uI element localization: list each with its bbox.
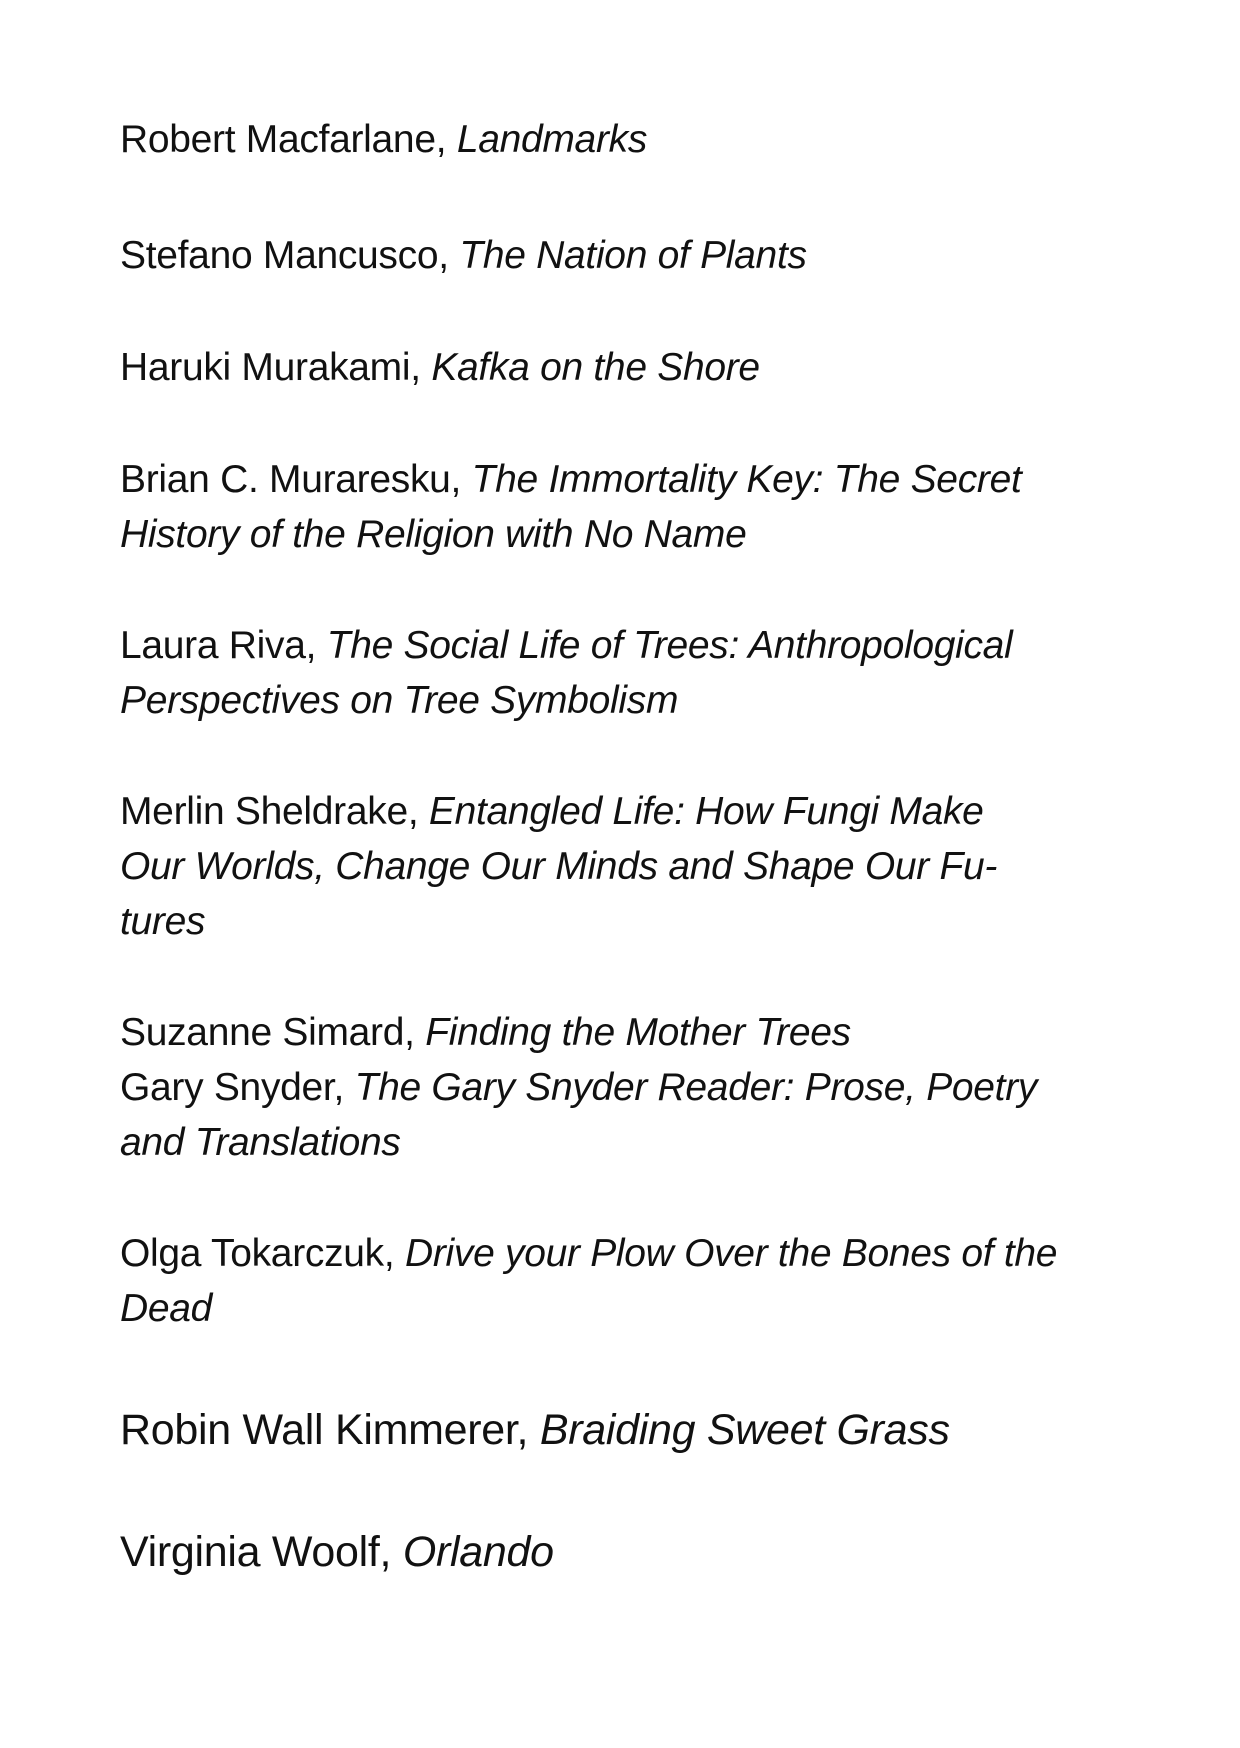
- book-title: The Nation of Plants: [459, 234, 807, 277]
- entry-line: [120, 340, 1130, 395]
- reading-list-entry: [120, 1522, 1130, 1582]
- entry-line: [120, 452, 1130, 507]
- entry-line: [120, 1400, 1130, 1460]
- book-title: Drive your Plow Over the Bones of the: [404, 1232, 1058, 1275]
- entry-line: [120, 228, 1130, 283]
- book-title: Braiding Sweet Grass: [539, 1406, 950, 1454]
- book-title: The Immortality Key: The Secret: [471, 458, 1022, 501]
- author-name: Brian C. Muraresku,: [120, 458, 462, 501]
- reading-list-entry: [120, 340, 1130, 395]
- book-title-continued: Dead: [120, 1287, 213, 1330]
- author-name: Robert Macfarlane,: [120, 118, 447, 161]
- author-name: Laura Riva,: [120, 624, 317, 667]
- author-name: Haruki Murakami,: [120, 346, 421, 389]
- reading-list-entry: [120, 1005, 1130, 1170]
- book-title: Entangled Life: How Fungi Make: [428, 790, 984, 833]
- book-title: Finding the Mother Trees: [425, 1011, 851, 1054]
- author-name: Stefano Mancusco,: [120, 234, 449, 277]
- reading-list-entry: [120, 1226, 1130, 1336]
- reading-list-entry: [120, 784, 1130, 949]
- entry-line: [120, 784, 1130, 839]
- entry-line: [120, 1522, 1130, 1582]
- author-name: Gary Snyder,: [120, 1066, 345, 1109]
- book-title-continued: tures: [120, 900, 206, 943]
- author-name: Virginia Woolf,: [120, 1528, 392, 1576]
- entry-line: [120, 1060, 1130, 1115]
- book-title-continued: and Translations: [120, 1121, 401, 1164]
- entry-line: [120, 1226, 1130, 1281]
- book-title: The Gary Snyder Reader: Prose, Poetry: [354, 1066, 1038, 1109]
- entry-line: [120, 1005, 1130, 1060]
- entry-line: [120, 618, 1130, 673]
- author-name: Robin Wall Kimmerer,: [120, 1406, 529, 1454]
- reading-list-entry: [120, 112, 1130, 167]
- book-title: Landmarks: [456, 118, 648, 161]
- book-title-continued: History of the Religion with No Name: [120, 513, 747, 556]
- author-name: Merlin Sheldrake,: [120, 790, 429, 833]
- book-title: Kafka on the Shore: [431, 346, 760, 389]
- reading-list-entry: [120, 618, 1130, 728]
- reading-list-entry: [120, 228, 1130, 283]
- reading-list-entry: [120, 452, 1130, 562]
- book-title-continued: Our Worlds, Change Our Minds and Shape Our Fu-: [120, 845, 998, 888]
- author-name: Suzanne Simard,: [120, 1011, 415, 1054]
- book-title: The Social Life of Trees: Anthropological: [326, 624, 1013, 667]
- book-title: Orlando: [402, 1528, 554, 1576]
- entry-line: [120, 112, 1130, 167]
- author-name: Olga Tokarczuk,: [120, 1232, 395, 1275]
- book-title-continued: Perspectives on Tree Symbolism: [120, 679, 679, 722]
- reading-list-entry: [120, 1400, 1130, 1460]
